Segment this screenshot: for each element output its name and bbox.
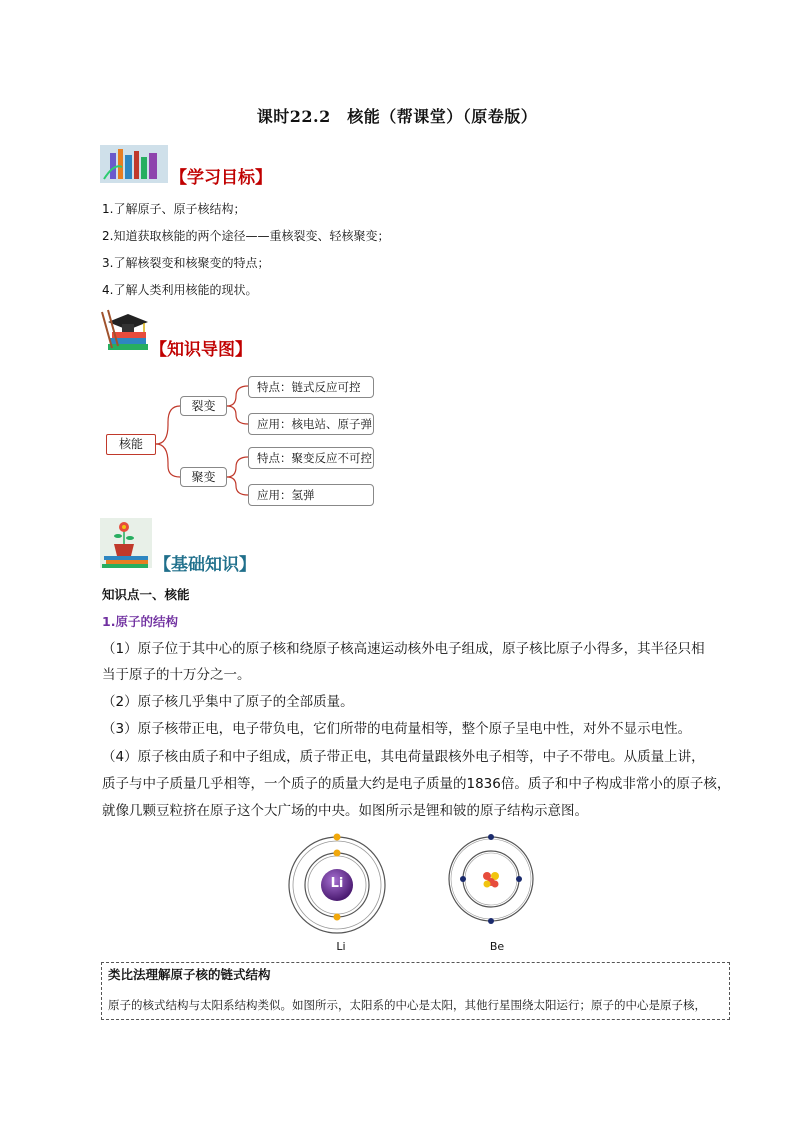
objective-item: 4.了解人类利用核能的现状。 [102, 283, 258, 297]
lithium-symbol: Li [330, 876, 344, 891]
mindmap-fission-use: 应用：核电站、原子弹 [248, 413, 374, 435]
mindmap-fusion-feature: 特点：聚变反应不可控 [248, 447, 374, 469]
paragraph-line: 质子与中子质量几乎相等，一个质子的质量大约是电子质量的1836倍。质子和中子构成非常小的原子核， [102, 776, 731, 792]
beryllium-caption: Be [489, 940, 505, 953]
mindmap-fusion-use: 应用：氢弹 [248, 484, 374, 506]
paragraph-line: （1）原子位于其中心的原子核和绕原子核高速运动核外电子组成，原子核比原子小得多，其半径只相 [102, 641, 705, 657]
paragraph-line: （4）原子核由质子和中子组成，质子带正电，其电荷量跟核外电子相等，中子不带电。从质量上讲， [102, 749, 705, 765]
mindmap-fission-feature: 特点：链式反应可控 [248, 376, 374, 398]
page-title: 课时22.2 核能（帮课堂）（原卷版） [256, 107, 538, 126]
flower-pot-icon [100, 518, 152, 568]
knowledge-point-title: 知识点一、核能 [102, 587, 190, 602]
knowledge-subtitle: 1.原子的结构 [102, 614, 178, 629]
mindmap-root: 核能 [106, 434, 156, 455]
mindmap-fusion: 聚变 [180, 467, 227, 487]
objective-item: 3.了解核裂变和核聚变的特点； [102, 256, 270, 270]
mindmap-fission: 裂变 [180, 396, 227, 416]
objective-item: 1.了解原子、原子核结构； [102, 202, 246, 216]
paragraph-line: （2）原子核几乎集中了原子的全部质量。 [102, 694, 354, 710]
beryllium-atom-diagram [444, 832, 538, 926]
objectives-heading: 【学习目标】 [170, 168, 272, 188]
objective-item: 2.知道获取核能的两个途径——重核裂变、轻核聚变； [102, 229, 390, 243]
paragraph-line: 当于原子的十万分之一。 [102, 667, 251, 683]
callout-text: 原子的核式结构与太阳系结构类似。如图所示，太阳系的中心是太阳，其他行星围绕太阳运行；原子的中心是原子核， [108, 998, 706, 1012]
callout-title: 类比法理解原子核的链式结构 [108, 967, 271, 982]
lithium-caption: Li [336, 940, 346, 953]
analogy-callout [101, 962, 730, 1020]
mindmap-heading: 【知识导图】 [150, 340, 252, 360]
paragraph-line: 就像几颗豆粒挤在原子这个大广场的中央。如图所示是锂和铍的原子结构示意图。 [102, 803, 588, 819]
paragraph-line: （3）原子核带正电，电子带负电，它们所带的电荷量相等，整个原子呈电中性，对外不显示电性。 [102, 721, 692, 737]
basics-heading: 【基础知识】 [154, 555, 256, 575]
